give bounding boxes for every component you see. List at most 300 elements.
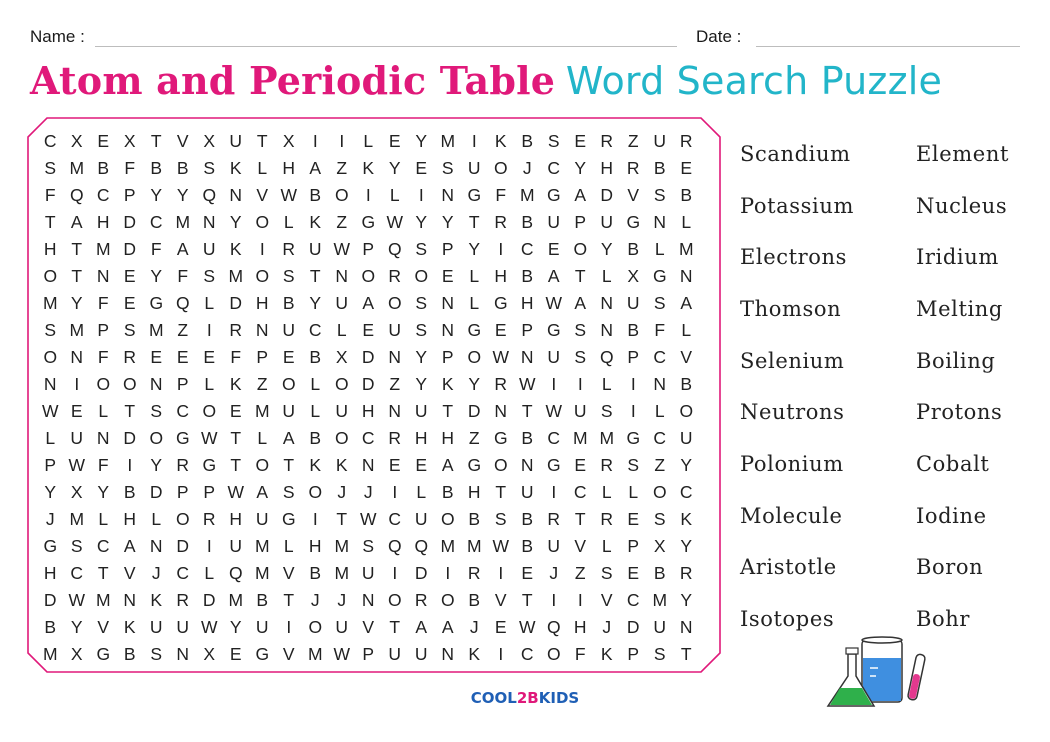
grid-letter[interactable]: T (124, 401, 136, 421)
grid-letter[interactable]: G (361, 212, 376, 232)
grid-letter[interactable]: M (95, 239, 111, 259)
grid-letter[interactable]: R (679, 131, 693, 151)
grid-letter[interactable]: R (176, 455, 190, 475)
grid-letter[interactable]: U (467, 158, 481, 178)
grid-letter[interactable]: T (283, 455, 295, 475)
grid-letter[interactable]: P (627, 644, 640, 664)
grid-letter[interactable]: F (495, 185, 507, 205)
grid-letter[interactable]: H (361, 401, 375, 421)
grid-letter[interactable]: T (680, 644, 692, 664)
grid-letter[interactable]: O (281, 374, 296, 394)
grid-letter[interactable]: Y (680, 536, 693, 556)
grid-letter[interactable]: E (547, 239, 560, 259)
grid-letter[interactable]: Y (150, 185, 163, 205)
grid-letter[interactable]: O (96, 374, 111, 394)
grid-letter[interactable]: K (441, 374, 454, 394)
grid-letter[interactable]: E (494, 320, 507, 340)
grid-letter[interactable]: U (414, 644, 428, 664)
grid-letter[interactable]: V (600, 590, 613, 610)
grid-letter[interactable]: S (415, 293, 428, 313)
grid-letter[interactable]: O (679, 401, 694, 421)
grid-letter[interactable]: Y (574, 158, 587, 178)
grid-letter[interactable]: E (627, 509, 640, 529)
grid-letter[interactable]: L (363, 131, 374, 151)
grid-letter[interactable]: Y (229, 617, 242, 637)
grid-letter[interactable]: T (71, 266, 83, 286)
grid-letter[interactable]: U (653, 617, 667, 637)
grid-letter[interactable]: A (309, 158, 322, 178)
grid-letter[interactable]: C (573, 482, 587, 502)
grid-letter[interactable]: T (230, 455, 242, 475)
grid-letter[interactable]: S (282, 266, 295, 286)
grid-letter[interactable]: L (681, 212, 692, 232)
grid-letter[interactable]: J (151, 563, 161, 583)
grid-letter[interactable]: Y (441, 212, 454, 232)
grid-letter[interactable]: T (442, 401, 454, 421)
grid-letter[interactable]: R (547, 509, 561, 529)
grid-letter[interactable]: B (309, 185, 322, 205)
grid-letter[interactable]: K (229, 374, 242, 394)
grid-letter[interactable]: N (388, 347, 402, 367)
grid-letter[interactable]: V (256, 185, 269, 205)
grid-letter[interactable]: X (653, 536, 666, 556)
grid-letter[interactable]: X (282, 131, 295, 151)
grid-letter[interactable]: F (177, 266, 189, 286)
grid-letter[interactable]: A (680, 293, 693, 313)
grid-letter[interactable]: I (418, 185, 424, 205)
grid-letter[interactable]: N (653, 212, 667, 232)
grid-letter[interactable]: K (150, 590, 163, 610)
grid-letter[interactable]: G (202, 455, 217, 475)
grid-letter[interactable]: E (441, 266, 454, 286)
grid-letter[interactable]: D (149, 482, 163, 502)
grid-letter[interactable]: B (176, 158, 189, 178)
grid-letter[interactable]: X (123, 131, 136, 151)
grid-letter[interactable]: U (547, 536, 561, 556)
grid-letter[interactable]: G (546, 185, 561, 205)
grid-letter[interactable]: I (312, 509, 318, 529)
grid-letter[interactable]: G (96, 644, 111, 664)
grid-letter[interactable]: K (494, 131, 507, 151)
grid-letter[interactable]: M (334, 563, 350, 583)
grid-letter[interactable]: A (282, 428, 295, 448)
grid-letter[interactable]: C (176, 401, 190, 421)
grid-letter[interactable]: T (230, 428, 242, 448)
grid-letter[interactable]: I (339, 131, 345, 151)
grid-letter[interactable]: A (123, 536, 136, 556)
grid-letter[interactable]: I (630, 401, 636, 421)
grid-letter[interactable]: H (229, 509, 243, 529)
grid-letter[interactable]: D (467, 401, 481, 421)
grid-letter[interactable]: O (467, 347, 482, 367)
grid-letter[interactable]: L (283, 212, 294, 232)
grid-letter[interactable]: L (151, 509, 162, 529)
grid-letter[interactable]: Z (336, 212, 348, 232)
grid-letter[interactable]: O (175, 509, 190, 529)
grid-letter[interactable]: C (520, 644, 534, 664)
grid-letter[interactable]: H (573, 617, 587, 637)
grid-letter[interactable]: P (176, 374, 189, 394)
grid-letter[interactable]: I (551, 482, 557, 502)
grid-letter[interactable]: I (206, 320, 212, 340)
grid-letter[interactable]: P (176, 482, 189, 502)
grid-letter[interactable]: O (308, 482, 323, 502)
grid-letter[interactable]: Y (415, 212, 428, 232)
grid-letter[interactable]: W (280, 185, 298, 205)
grid-letter[interactable]: T (574, 266, 586, 286)
grid-letter[interactable]: C (43, 131, 57, 151)
grid-letter[interactable]: U (361, 563, 375, 583)
grid-letter[interactable]: Y (468, 374, 481, 394)
grid-letter[interactable]: S (44, 320, 57, 340)
grid-letter[interactable]: G (467, 185, 482, 205)
grid-letter[interactable]: B (521, 266, 534, 286)
grid-letter[interactable]: M (69, 320, 85, 340)
grid-letter[interactable]: E (229, 644, 242, 664)
grid-letter[interactable]: S (600, 401, 613, 421)
grid-letter[interactable]: Z (574, 563, 586, 583)
grid-letter[interactable]: F (97, 293, 109, 313)
grid-letter[interactable]: I (392, 563, 398, 583)
grid-letter[interactable]: B (441, 482, 454, 502)
grid-letter[interactable]: E (574, 131, 587, 151)
grid-letter[interactable]: J (602, 617, 612, 637)
grid-letter[interactable]: B (521, 428, 534, 448)
grid-letter[interactable]: N (520, 455, 534, 475)
grid-letter[interactable]: R (123, 347, 137, 367)
grid-letter[interactable]: K (335, 455, 348, 475)
grid-letter[interactable]: A (547, 266, 560, 286)
grid-letter[interactable]: E (627, 563, 640, 583)
grid-letter[interactable]: Y (70, 617, 83, 637)
grid-letter[interactable]: T (97, 563, 109, 583)
grid-letter[interactable]: W (68, 455, 86, 475)
grid-letter[interactable]: L (204, 374, 215, 394)
grid-letter[interactable]: R (388, 428, 402, 448)
grid-letter[interactable]: K (680, 509, 693, 529)
grid-letter[interactable]: C (388, 509, 402, 529)
grid-letter[interactable]: W (386, 212, 404, 232)
grid-letter[interactable]: F (574, 644, 586, 664)
grid-letter[interactable]: O (387, 590, 402, 610)
grid-letter[interactable]: A (176, 239, 189, 259)
grid-letter[interactable]: D (43, 590, 57, 610)
grid-letter[interactable]: E (203, 347, 216, 367)
grid-letter[interactable]: D (229, 293, 243, 313)
grid-letter[interactable]: W (200, 428, 218, 448)
grid-letter[interactable]: T (309, 266, 321, 286)
grid-letter[interactable]: M (678, 239, 694, 259)
grid-letter[interactable]: G (149, 293, 164, 313)
grid-letter[interactable]: R (229, 320, 243, 340)
grid-letter[interactable]: Q (387, 536, 402, 556)
grid-letter[interactable]: G (175, 428, 190, 448)
grid-letter[interactable]: G (626, 212, 641, 232)
grid-letter[interactable]: N (494, 401, 508, 421)
grid-letter[interactable]: S (203, 266, 216, 286)
grid-letter[interactable]: O (387, 293, 402, 313)
grid-letter[interactable]: U (653, 131, 667, 151)
grid-letter[interactable]: B (680, 185, 693, 205)
grid-letter[interactable]: S (627, 455, 640, 475)
grid-letter[interactable]: H (282, 158, 296, 178)
grid-letter[interactable]: U (679, 428, 693, 448)
grid-letter[interactable]: G (467, 455, 482, 475)
grid-letter[interactable]: N (70, 347, 84, 367)
grid-letter[interactable]: L (601, 536, 612, 556)
grid-letter[interactable]: X (70, 644, 83, 664)
grid-letter[interactable]: O (440, 509, 455, 529)
grid-letter[interactable]: B (653, 563, 666, 583)
grid-letter[interactable]: E (70, 401, 83, 421)
grid-letter[interactable]: R (679, 563, 693, 583)
grid-letter[interactable]: K (229, 239, 242, 259)
grid-letter[interactable]: U (282, 401, 296, 421)
grid-letter[interactable]: U (520, 482, 534, 502)
grid-letter[interactable]: N (96, 428, 110, 448)
grid-letter[interactable]: S (494, 509, 507, 529)
grid-letter[interactable]: U (335, 293, 349, 313)
grid-letter[interactable]: K (123, 617, 136, 637)
grid-letter[interactable]: C (679, 482, 693, 502)
grid-letter[interactable]: E (97, 131, 110, 151)
grid-letter[interactable]: V (574, 536, 587, 556)
grid-letter[interactable]: E (362, 320, 375, 340)
grid-letter[interactable]: P (203, 482, 216, 502)
grid-letter[interactable]: H (43, 563, 57, 583)
grid-letter[interactable]: F (97, 347, 109, 367)
grid-letter[interactable]: V (494, 590, 507, 610)
grid-letter[interactable]: O (334, 428, 349, 448)
grid-letter[interactable]: C (361, 428, 375, 448)
grid-letter[interactable]: W (359, 509, 377, 529)
grid-letter[interactable]: T (44, 212, 56, 232)
grid-letter[interactable]: M (466, 536, 482, 556)
grid-letter[interactable]: G (493, 293, 508, 313)
grid-letter[interactable]: O (493, 455, 508, 475)
grid-letter[interactable]: B (627, 239, 640, 259)
grid-letter[interactable]: L (416, 482, 427, 502)
grid-letter[interactable]: M (69, 158, 85, 178)
grid-letter[interactable]: N (388, 401, 402, 421)
grid-letter[interactable]: A (70, 212, 83, 232)
grid-letter[interactable]: P (97, 320, 110, 340)
grid-letter[interactable]: W (518, 374, 536, 394)
grid-letter[interactable]: S (282, 482, 295, 502)
grid-letter[interactable]: J (337, 482, 347, 502)
grid-letter[interactable]: N (43, 374, 57, 394)
grid-letter[interactable]: O (202, 401, 217, 421)
grid-letter[interactable]: O (122, 374, 137, 394)
grid-letter[interactable]: N (123, 590, 137, 610)
grid-letter[interactable]: F (124, 158, 136, 178)
grid-letter[interactable]: B (97, 158, 110, 178)
grid-letter[interactable]: D (361, 374, 375, 394)
grid-letter[interactable]: P (256, 347, 269, 367)
grid-letter[interactable]: N (255, 320, 269, 340)
grid-letter[interactable]: Y (468, 239, 481, 259)
grid-letter[interactable]: G (255, 644, 270, 664)
grid-letter[interactable]: D (626, 617, 640, 637)
grid-letter[interactable]: M (254, 401, 270, 421)
grid-letter[interactable]: B (521, 536, 534, 556)
grid-letter[interactable]: T (283, 590, 295, 610)
grid-letter[interactable]: R (414, 590, 428, 610)
grid-letter[interactable]: M (42, 644, 58, 664)
grid-letter[interactable]: L (336, 320, 347, 340)
grid-letter[interactable]: L (257, 428, 268, 448)
grid-letter[interactable]: L (283, 536, 294, 556)
grid-letter[interactable]: U (626, 293, 640, 313)
grid-letter[interactable]: O (546, 644, 561, 664)
grid-letter[interactable]: R (467, 563, 481, 583)
grid-letter[interactable]: J (337, 590, 347, 610)
grid-letter[interactable]: P (441, 239, 454, 259)
grid-letter[interactable]: S (653, 293, 666, 313)
grid-letter[interactable]: J (363, 482, 373, 502)
grid-letter[interactable]: I (259, 239, 265, 259)
grid-letter[interactable]: M (175, 212, 191, 232)
grid-letter[interactable]: Z (468, 428, 480, 448)
grid-letter[interactable]: V (627, 185, 640, 205)
grid-letter[interactable]: O (652, 482, 667, 502)
grid-letter[interactable]: I (630, 374, 636, 394)
grid-letter[interactable]: G (626, 428, 641, 448)
grid-letter[interactable]: G (281, 509, 296, 529)
grid-letter[interactable]: E (123, 293, 136, 313)
grid-letter[interactable]: U (547, 212, 561, 232)
grid-letter[interactable]: K (309, 212, 322, 232)
grid-letter[interactable]: L (681, 320, 692, 340)
grid-letter[interactable]: O (334, 374, 349, 394)
grid-letter[interactable]: L (601, 266, 612, 286)
grid-letter[interactable]: C (653, 347, 667, 367)
grid-letter[interactable]: N (149, 374, 163, 394)
grid-letter[interactable]: O (361, 266, 376, 286)
grid-letter[interactable]: M (42, 293, 58, 313)
grid-letter[interactable]: P (574, 212, 587, 232)
grid-letter[interactable]: K (309, 455, 322, 475)
grid-letter[interactable]: G (493, 428, 508, 448)
grid-letter[interactable]: L (204, 293, 215, 313)
grid-letter[interactable]: H (441, 428, 455, 448)
grid-letter[interactable]: O (43, 347, 58, 367)
grid-letter[interactable]: O (149, 428, 164, 448)
grid-letter[interactable]: H (600, 158, 614, 178)
grid-letter[interactable]: B (282, 293, 295, 313)
grid-letter[interactable]: G (652, 266, 667, 286)
grid-letter[interactable]: I (498, 644, 504, 664)
grid-letter[interactable]: J (522, 158, 532, 178)
grid-letter[interactable]: L (98, 401, 109, 421)
grid-letter[interactable]: L (45, 428, 56, 448)
grid-letter[interactable]: M (254, 536, 270, 556)
grid-letter[interactable]: O (493, 158, 508, 178)
grid-letter[interactable]: I (312, 131, 318, 151)
grid-letter[interactable]: P (627, 347, 640, 367)
grid-letter[interactable]: I (445, 563, 451, 583)
grid-letter[interactable]: T (71, 239, 83, 259)
grid-letter[interactable]: M (148, 320, 164, 340)
grid-letter[interactable]: F (150, 239, 162, 259)
grid-letter[interactable]: W (545, 401, 563, 421)
grid-letter[interactable]: Y (150, 266, 163, 286)
grid-letter[interactable]: K (600, 644, 613, 664)
grid-letter[interactable]: H (494, 266, 508, 286)
grid-letter[interactable]: R (626, 158, 640, 178)
grid-letter[interactable]: N (441, 320, 455, 340)
grid-letter[interactable]: U (414, 401, 428, 421)
grid-letter[interactable]: W (333, 644, 351, 664)
grid-letter[interactable]: N (441, 644, 455, 664)
grid-letter[interactable]: U (229, 536, 243, 556)
grid-letter[interactable]: I (498, 563, 504, 583)
grid-letter[interactable]: E (282, 347, 295, 367)
grid-letter[interactable]: I (577, 590, 583, 610)
grid-letter[interactable]: B (468, 509, 481, 529)
date-line[interactable] (756, 46, 1020, 47)
grid-letter[interactable]: T (150, 131, 162, 151)
grid-letter[interactable]: U (335, 401, 349, 421)
grid-letter[interactable]: W (68, 590, 86, 610)
grid-letter[interactable]: U (255, 509, 269, 529)
grid-letter[interactable]: B (256, 590, 269, 610)
grid-letter[interactable]: L (389, 185, 400, 205)
grid-letter[interactable]: Q (599, 347, 614, 367)
grid-letter[interactable]: Y (680, 590, 693, 610)
grid-letter[interactable]: Z (389, 374, 401, 394)
grid-letter[interactable]: Z (654, 455, 666, 475)
grid-letter[interactable]: D (123, 212, 137, 232)
grid-letter[interactable]: Y (176, 185, 189, 205)
grid-letter[interactable]: Y (415, 374, 428, 394)
grid-letter[interactable]: R (600, 509, 614, 529)
grid-letter[interactable]: Y (600, 239, 613, 259)
grid-letter[interactable]: E (494, 617, 507, 637)
grid-letter[interactable]: I (577, 374, 583, 394)
grid-letter[interactable]: X (203, 131, 216, 151)
grid-letter[interactable]: T (336, 509, 348, 529)
grid-letter[interactable]: R (494, 374, 508, 394)
grid-letter[interactable]: C (70, 563, 84, 583)
grid-letter[interactable]: L (601, 482, 612, 502)
grid-letter[interactable]: R (176, 590, 190, 610)
grid-letter[interactable]: H (43, 239, 57, 259)
grid-letter[interactable]: C (176, 563, 190, 583)
grid-letter[interactable]: B (521, 212, 534, 232)
grid-letter[interactable]: S (441, 158, 454, 178)
grid-letter[interactable]: E (415, 455, 428, 475)
grid-letter[interactable]: X (627, 266, 640, 286)
grid-letter[interactable]: S (123, 320, 136, 340)
grid-letter[interactable]: D (202, 590, 216, 610)
grid-letter[interactable]: N (335, 266, 349, 286)
grid-letter[interactable]: A (574, 293, 587, 313)
grid-letter[interactable]: S (574, 320, 587, 340)
grid-letter[interactable]: L (628, 482, 639, 502)
grid-letter[interactable]: V (282, 644, 295, 664)
grid-letter[interactable]: Y (309, 293, 322, 313)
grid-letter[interactable]: O (440, 590, 455, 610)
grid-letter[interactable]: W (200, 617, 218, 637)
grid-letter[interactable]: U (308, 239, 322, 259)
grid-letter[interactable]: Y (229, 212, 242, 232)
grid-letter[interactable]: X (70, 131, 83, 151)
grid-letter[interactable]: L (310, 401, 321, 421)
grid-letter[interactable]: W (518, 617, 536, 637)
grid-letter[interactable]: H (414, 428, 428, 448)
grid-letter[interactable]: F (230, 347, 242, 367)
